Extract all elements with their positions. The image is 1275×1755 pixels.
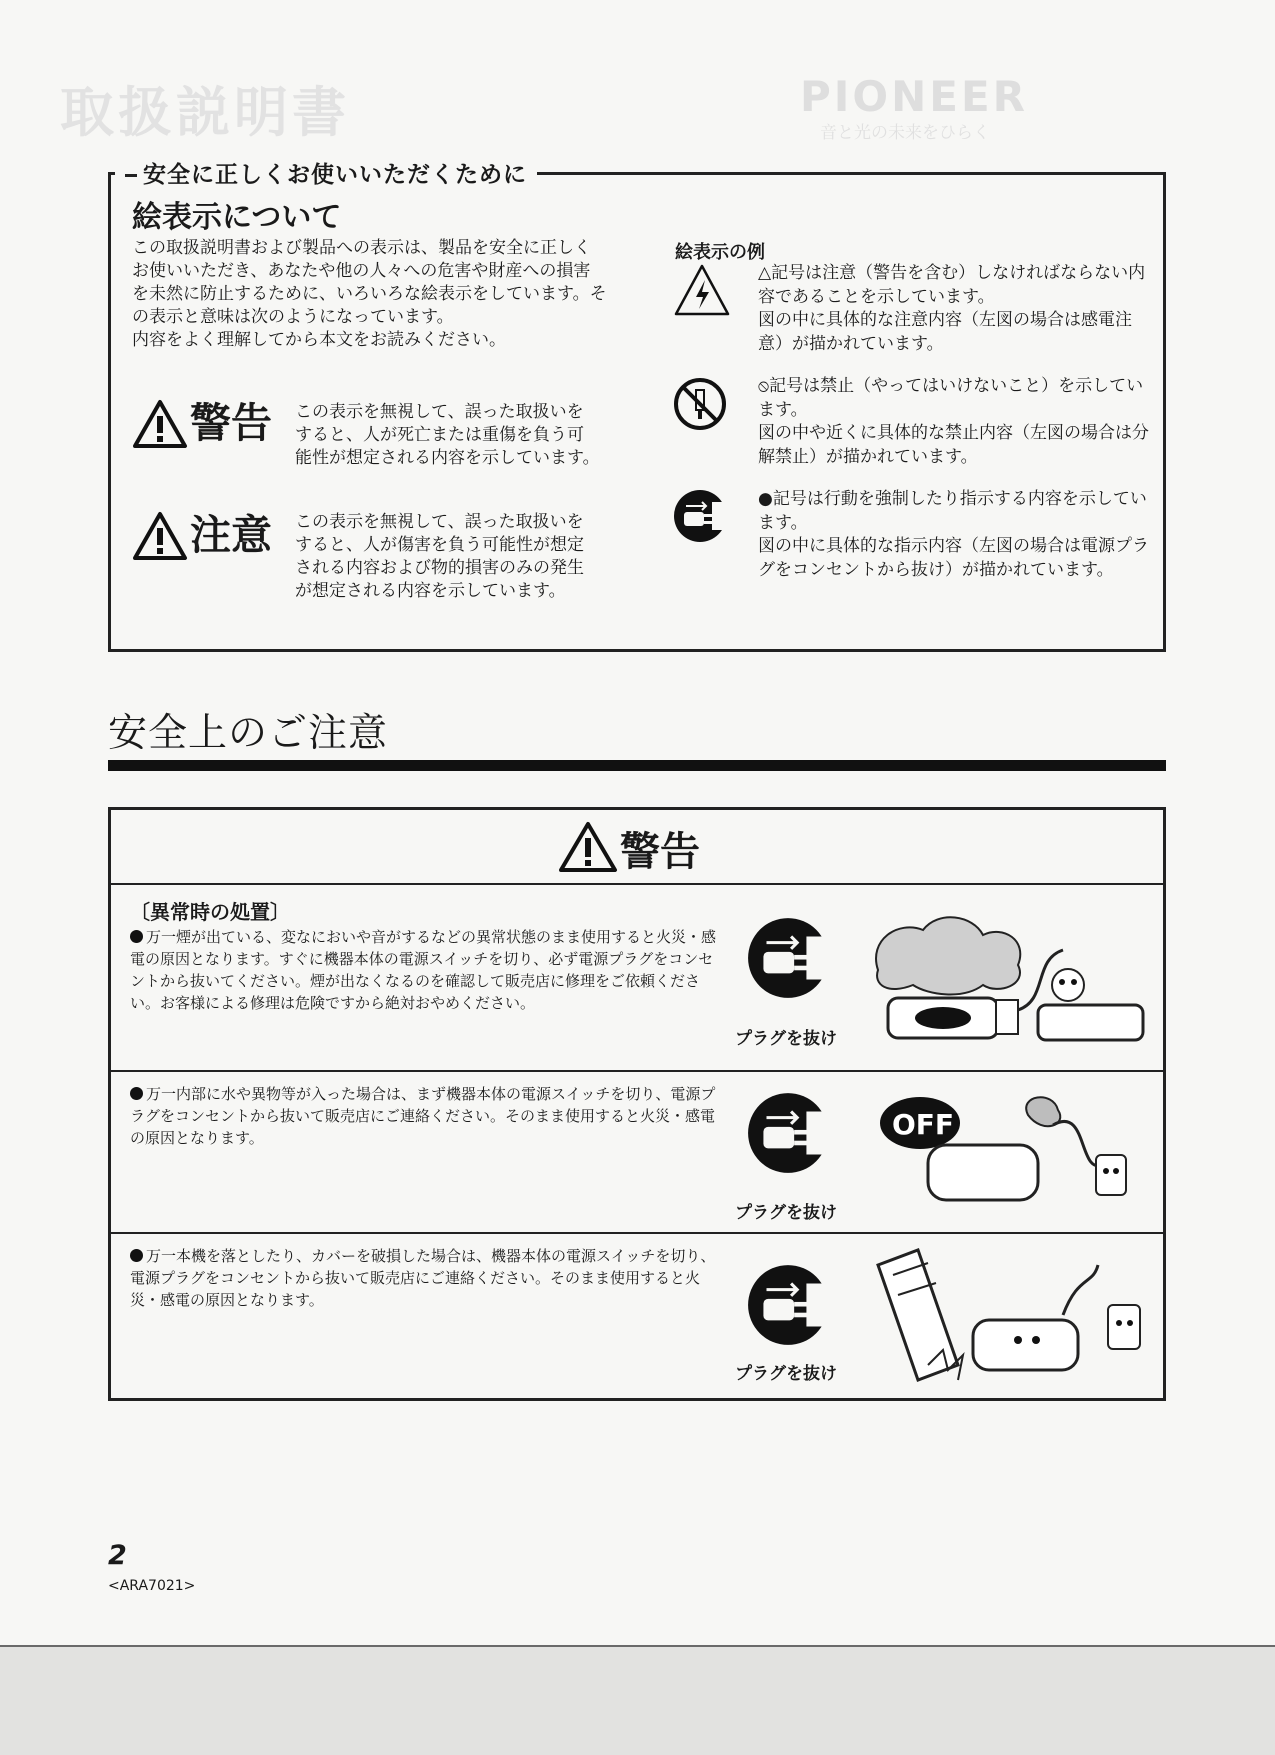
unplug-label: プラグを抜け bbox=[735, 1029, 837, 1049]
example-prohibit-text: ⦸記号は禁止（やってはいけないこと）を示しています。 図の中や近くに具体的な禁止内容（左図の場合は分解禁止）が描かれています。 bbox=[758, 376, 1149, 467]
unplug-icon bbox=[745, 915, 831, 1001]
intro-text bbox=[132, 237, 607, 352]
bleed-through-tagline: 音と光の未来をひらく bbox=[820, 123, 990, 143]
dropped-device-illustration bbox=[858, 1245, 1158, 1385]
unplug-label: プラグを抜け bbox=[735, 1364, 837, 1384]
intro-paragraph: 内容をよく理解してから本文をお読みください。 bbox=[132, 330, 506, 350]
safety-precautions-title: 安全上のご注意 bbox=[108, 711, 389, 756]
row-divider bbox=[110, 1232, 1164, 1234]
warning-item-water: 万一内部に水や異物等が入った場合は、まず機器本体の電源スイッチを切り、電源プラグをコンセントから抜いて販売店にご連絡ください。そのまま使用すると火災・感電の原因となります。 bbox=[130, 1085, 716, 1147]
bleed-through-logo: PIONEER bbox=[800, 72, 1028, 121]
caution-description: この表示を無視して、誤った取扱いをすると、人が傷害を負う可能性が想定される内容および物的損害のみの発生が想定される内容を示しています。 bbox=[295, 512, 584, 601]
row-divider bbox=[110, 1070, 1164, 1072]
example-mandatory-text: ●記号は行動を強制したり指示する内容を示しています。 図の中に具体的な指示内容（左図の場合は電源プラグをコンセントから抜け）が描かれています。 bbox=[758, 489, 1149, 580]
warning-item-dropped: 万一本機を落としたり、カバーを破損した場合は、機器本体の電源スイッチを切り、電源プラグをコンセントから抜いて販売店にご連絡ください。そのまま使用すると火災・感電の原因となります。 bbox=[130, 1247, 716, 1309]
water-spill-illustration bbox=[878, 1085, 1148, 1215]
section-heading: 安全に正しくお使いいただくために bbox=[115, 156, 537, 189]
caution-label: 注意 bbox=[190, 511, 272, 559]
caution-triangle-icon bbox=[132, 511, 188, 561]
electric-shock-triangle-icon bbox=[672, 262, 732, 318]
warning-header-label: 警告 bbox=[620, 829, 700, 875]
scan-background bbox=[0, 1647, 1275, 1755]
smoking-device-illustration bbox=[868, 910, 1148, 1050]
off-badge: OFF bbox=[892, 1108, 955, 1141]
pictogram-title: 絵表示について bbox=[132, 200, 342, 235]
warning-triangle-icon bbox=[132, 399, 188, 449]
document-code: <ARA7021> bbox=[108, 1578, 196, 1594]
bleed-through-title: 取扱説明書 bbox=[60, 81, 350, 144]
unplug-icon bbox=[745, 1090, 831, 1176]
page-number: 2 bbox=[108, 1540, 127, 1571]
unplug-mandatory-icon bbox=[672, 488, 728, 544]
no-disassembly-icon bbox=[672, 376, 728, 432]
warning-item-smoke: 万一煙が出ている、変なにおいや音がするなどの異常状態のまま使用すると火災・感電の原因となります。すぐに機器本体の電源スイッチを切り、必ず電源プラグをコンセントから抜いてください。煙が出なくなるのを確認して販売店に修理をご依頼ください。お客様による修理は危険ですから絶対おやめください。 bbox=[130, 928, 717, 1012]
examples-title: 絵表示の例 bbox=[675, 242, 765, 263]
unplug-label: プラグを抜け bbox=[735, 1203, 837, 1223]
title-rule bbox=[108, 760, 1166, 771]
abnormal-handling-heading: 〔異常時の処置〕 bbox=[130, 900, 290, 924]
intro-paragraph: この取扱説明書および製品への表示は、製品を安全に正しくお使いいただき、あなたや他の人々への危害や財産への損害を未然に防止するために、いろいろな絵表示をしています。その表示と意味は次のようになっています。 bbox=[132, 238, 607, 327]
warning-description: この表示を無視して、誤った取扱いをすると、人が死亡または重傷を負う可能性が想定される内容を示しています。 bbox=[295, 402, 600, 468]
example-caution-text: △記号は注意（警告を含む）しなければならない内容であることを示しています。 図の中に具体的な注意内容（左図の場合は感電注意）が描かれています。 bbox=[758, 263, 1146, 354]
unplug-icon bbox=[745, 1262, 831, 1348]
warning-triangle-icon bbox=[558, 821, 618, 873]
warning-label: 警告 bbox=[190, 399, 272, 447]
